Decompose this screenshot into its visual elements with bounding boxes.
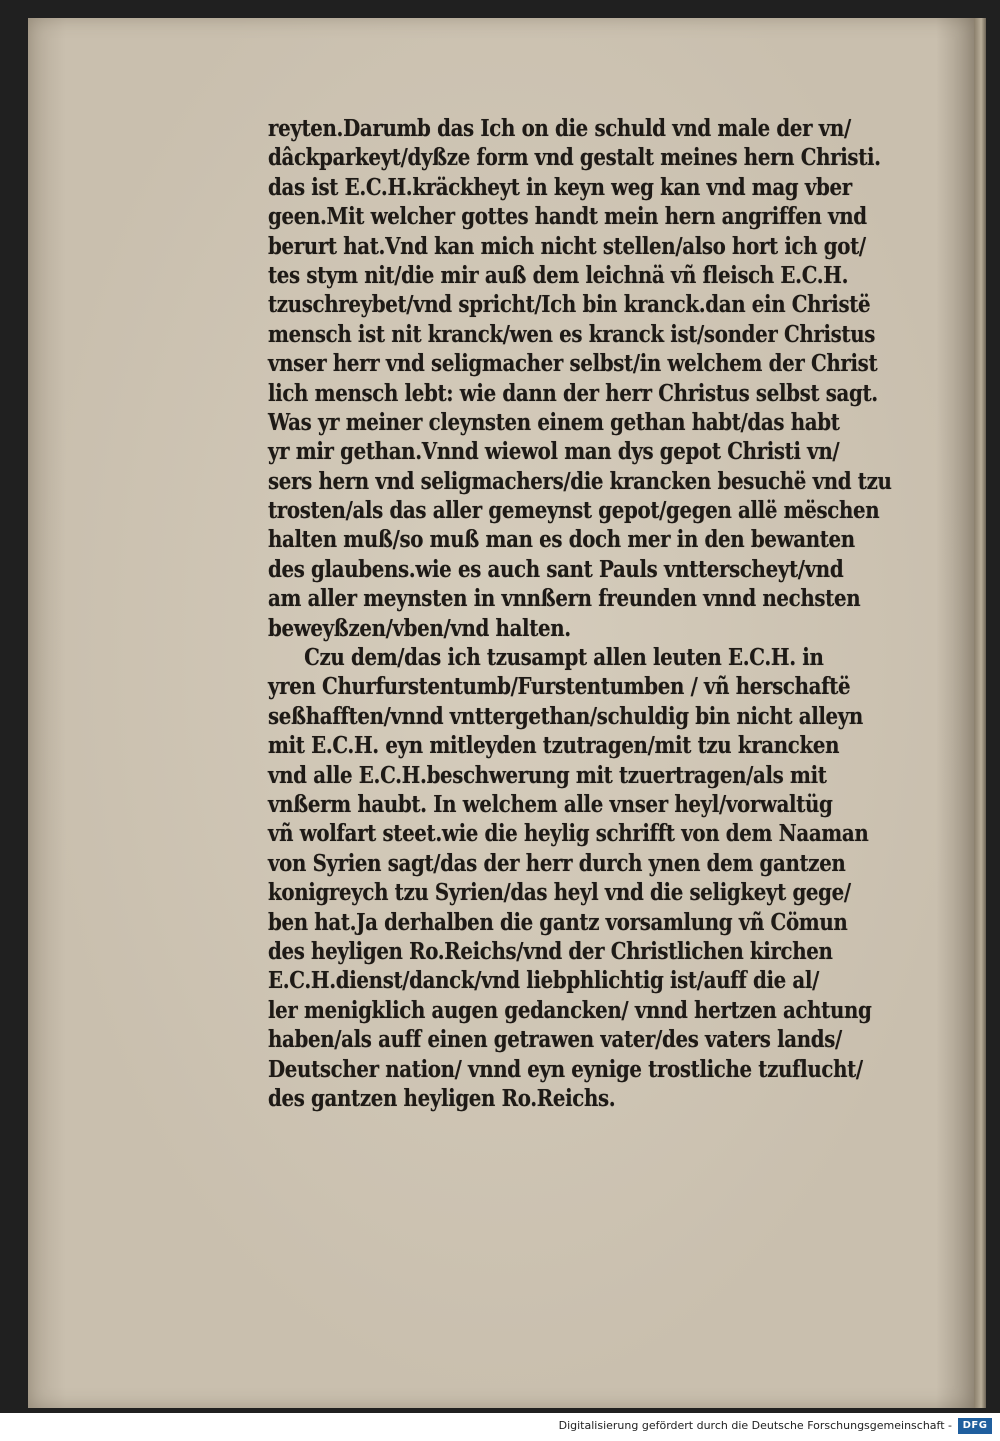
text-line: E.C.H.dienst/danck/vnd liebphlichtig ist/auff die al/: [268, 967, 819, 995]
text-line: yren Churfurstentumb/Furstentumben / vñ herschaftë: [268, 673, 851, 701]
text-line: vnser herr vnd seligmacher selbst/in welchem der Christ: [268, 350, 878, 378]
text-line: trosten/als das aller gemeynst gepot/gegen allë mëschen: [268, 497, 880, 525]
text-line: beweyßzen/vben/vnd halten.: [268, 614, 571, 642]
text-line: seßhafften/vnnd vnttergethan/schuldig bin nicht alleyn: [268, 702, 863, 730]
text-line: mit E.C.H. eyn mitleyden tzutragen/mit tzu krancken: [268, 732, 840, 760]
text-line: ler menigklich augen gedancken/ vnnd hertzen achtung: [268, 996, 872, 1024]
text-line: von Syrien sagt/das der herr durch ynen dem gantzen: [268, 849, 846, 877]
text-line: haben/als auff einen getrawen vater/des vaters lands/: [268, 1026, 842, 1054]
text-line: vnd alle E.C.H.beschwerung mit tzuertragen/als mit: [268, 761, 827, 789]
text-line: des glaubens.wie es auch sant Pauls vntterscheyt/vnd: [268, 555, 844, 583]
funding-credit: Digitalisierung gefördert durch die Deutsche Forschungsgemeinschaft -: [558, 1419, 952, 1432]
text-line: geen.Mit welcher gottes handt mein hern angriffen vnd: [268, 203, 867, 231]
text-line: am aller meynsten in vnnßern freunden vnnd nechsten: [268, 585, 861, 613]
text-line: lich mensch lebt: wie dann der herr Christus selbst sagt.: [268, 379, 878, 407]
text-line: das ist E.C.H.kräckheyt in keyn weg kan vnd mag vber: [268, 173, 852, 201]
text-line: berurt hat.Vnd kan mich nicht stellen/also hort ich got/: [268, 232, 866, 260]
scanned-page: [28, 18, 974, 1408]
text-line: des heyligen Ro.Reichs/vnd der Christlichen kirchen: [268, 937, 833, 965]
text-line: tzuschreybet/vnd spricht/Ich bin kranck.dan ein Christë: [268, 291, 871, 319]
text-line: Was yr meiner cleynsten einem gethan habt/das habt: [268, 408, 840, 436]
text-line: dâckparkeyt/dyßze form vnd gestalt meines hern Christi.: [268, 144, 881, 172]
text-line: vñ wolfart steet.wie die heylig schrifft von dem Naaman: [268, 820, 869, 848]
dfg-logo: DFG: [958, 1418, 992, 1434]
paragraph-first-line: Czu dem/das ich tzusampt allen leuten E.C.H. in: [304, 644, 824, 672]
text-line: tes stym nit/die mir auß dem leichnä vñ fleisch E.C.H.: [268, 261, 849, 289]
page-text-block: [268, 114, 968, 1113]
text-line: vnßerm haubt. In welchem alle vnser heyl/vorwaltüg: [268, 790, 833, 818]
text-line: sers hern vnd seligmachers/die krancken besuchë vnd tzu: [268, 467, 892, 495]
text-line: Deutscher nation/ vnnd eyn eynige trostliche tzuflucht/: [268, 1055, 863, 1083]
text-line: konigreych tzu Syrien/das heyl vnd die seligkeyt gege/: [268, 879, 851, 907]
text-line: mensch ist nit kranck/wen es kranck ist/sonder Christus: [268, 320, 876, 348]
text-line: halten muß/so muß man es doch mer in den bewanten: [268, 526, 855, 554]
text-line: ben hat.Ja derhalben die gantz vorsamlung vñ Cömun: [268, 908, 848, 936]
text-line: yr mir gethan.Vnnd wiewol man dys gepot Christi vn/: [268, 438, 840, 466]
text-line: des gantzen heyligen Ro.Reichs.: [268, 1084, 616, 1112]
page-edge: [974, 18, 986, 1408]
footer-bar: [0, 1413, 1000, 1441]
text-line: reyten.Darumb das Ich on die schuld vnd male der vn/: [268, 115, 851, 142]
